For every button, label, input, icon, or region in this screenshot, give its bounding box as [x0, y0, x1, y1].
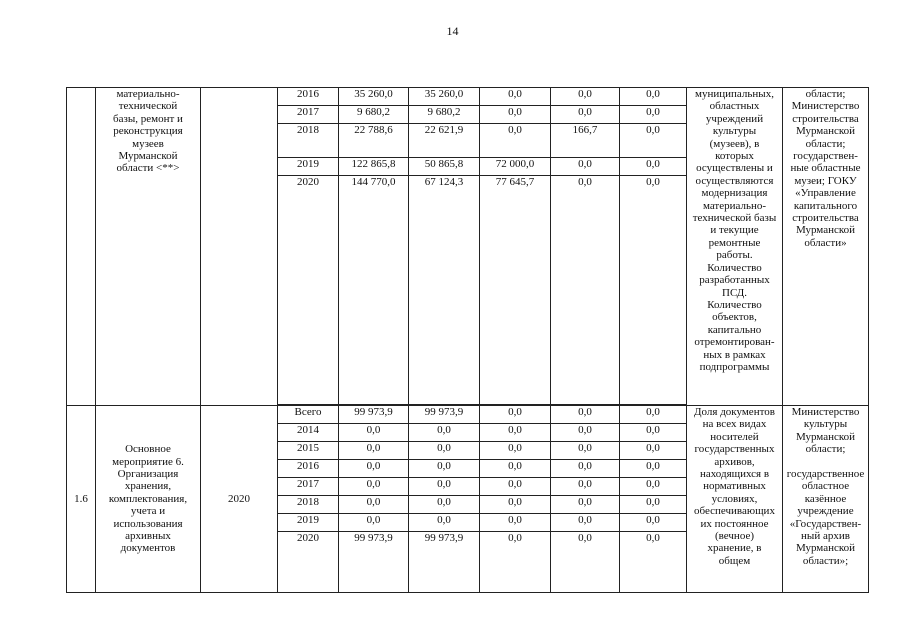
value-cell: 0,0	[551, 460, 620, 478]
value-cell: 0,0	[620, 496, 687, 514]
value-cell: 22 621,9	[409, 124, 480, 158]
value-cell: 0,0	[551, 106, 620, 124]
value-cell: 67 124,3	[409, 176, 480, 405]
page-number: 14	[446, 24, 459, 38]
row2-name-cell: Основное мероприятие 6. Организация хранения, комплектования, учета и использования архивных документов	[96, 406, 201, 593]
value-cell: 0,0	[339, 460, 409, 478]
value-cell: 0,0	[620, 88, 687, 106]
value-cell: 0,0	[409, 514, 480, 532]
value-cell: 0,0	[620, 424, 687, 442]
value-cell: 0,0	[339, 514, 409, 532]
year-cell: 2015	[278, 442, 339, 460]
value-cell: 0,0	[620, 532, 687, 593]
value-cell: 0,0	[480, 106, 551, 124]
value-cell: 9 680,2	[339, 106, 409, 124]
value-cell: 0,0	[620, 460, 687, 478]
value-cell: 0,0	[409, 442, 480, 460]
row2-number: 1.6	[67, 406, 96, 593]
value-cell: 99 973,9	[339, 532, 409, 593]
value-cell: 0,0	[551, 406, 620, 424]
value-cell: 0,0	[409, 424, 480, 442]
value-cell: 0,0	[480, 442, 551, 460]
year-cell: 2018	[278, 124, 339, 158]
value-cell: 99 973,9	[409, 532, 480, 593]
value-cell: 0,0	[409, 460, 480, 478]
row1-period-cell	[201, 88, 278, 406]
value-cell: 166,7	[551, 124, 620, 158]
value-cell: 0,0	[551, 88, 620, 106]
row2-executor-cell: Министерство культуры Мурманской области; государственное областное казённое учреждение «Государствен- ный архив Мурманской области»;	[783, 406, 869, 593]
value-cell: 0,0	[620, 158, 687, 176]
value-cell: 0,0	[551, 442, 620, 460]
row1-name: материально- технической базы, ремонт и реконструкция музеев Мурманской области <**>	[113, 88, 183, 175]
value-cell: 0,0	[339, 478, 409, 496]
value-cell: 0,0	[480, 424, 551, 442]
value-cell: 0,0	[551, 514, 620, 532]
value-cell: 0,0	[480, 496, 551, 514]
value-cell: 0,0	[551, 176, 620, 405]
year-cell: 2016	[278, 88, 339, 106]
row1-executor-cell: области; Министерство строительства Мурманской области; государствен- ные областные музеи; ГОКУ «Управление капитального строительства Мурманской области»	[783, 88, 869, 406]
row1-number-cell	[67, 88, 96, 406]
value-cell: 0,0	[551, 496, 620, 514]
value-cell: 72 000,0	[480, 158, 551, 176]
value-cell: 77 645,7	[480, 176, 551, 405]
program-table	[66, 87, 869, 593]
value-cell: 0,0	[480, 88, 551, 106]
value-cell: 35 260,0	[409, 88, 480, 106]
value-cell: 0,0	[480, 460, 551, 478]
value-cell: 0,0	[620, 176, 687, 405]
value-cell: 144 770,0	[339, 176, 409, 405]
value-cell: 99 973,9	[409, 406, 480, 424]
value-cell: 0,0	[620, 406, 687, 424]
value-cell: 0,0	[339, 424, 409, 442]
value-cell: 0,0	[620, 514, 687, 532]
value-cell: 0,0	[409, 478, 480, 496]
year-cell: 2017	[278, 106, 339, 124]
value-cell: 122 865,8	[339, 158, 409, 176]
value-cell: 0,0	[620, 442, 687, 460]
value-cell: 0,0	[339, 496, 409, 514]
value-cell: 0,0	[480, 532, 551, 593]
value-cell: 0,0	[480, 406, 551, 424]
year-cell: 2019	[278, 514, 339, 532]
year-cell: 2014	[278, 424, 339, 442]
year-cell: 2018	[278, 496, 339, 514]
row2-indicator-cell: Доля документов на всех видах носителей государственных архивов, находящихся в нормативных условиях, обеспечивающих их постоянное (вечное) хранение, в общем	[687, 406, 783, 593]
value-cell: 0,0	[339, 442, 409, 460]
value-cell: 0,0	[551, 424, 620, 442]
year-cell: 2020	[278, 532, 339, 593]
row1-name-cell	[96, 88, 201, 406]
value-cell: 50 865,8	[409, 158, 480, 176]
value-cell: 9 680,2	[409, 106, 480, 124]
value-cell: 0,0	[620, 106, 687, 124]
year-cell: 2019	[278, 158, 339, 176]
value-cell: 0,0	[551, 532, 620, 593]
year-cell: 2020	[278, 176, 339, 405]
value-cell: 0,0	[480, 514, 551, 532]
value-cell: 99 973,9	[339, 406, 409, 424]
value-cell: 0,0	[551, 478, 620, 496]
value-cell: 0,0	[480, 124, 551, 158]
row1-indicator-cell: муниципальных, областных учреждений культуры (музеев), в которых осуществлены и осуществляются модернизация материально- технической базы и текущие ремонтные работы. Количество разработанных ПСД. Количество объектов, капитально отремонтирован- ных в рамках подпрограммы	[687, 88, 783, 406]
row2-period: 2020	[201, 406, 278, 593]
year-cell: 2017	[278, 478, 339, 496]
year-cell: Всего	[278, 406, 339, 424]
value-cell: 0,0	[620, 478, 687, 496]
year-cell: 2016	[278, 460, 339, 478]
value-cell: 0,0	[551, 158, 620, 176]
value-cell: 0,0	[409, 496, 480, 514]
value-cell: 22 788,6	[339, 124, 409, 158]
value-cell: 0,0	[620, 124, 687, 158]
value-cell: 0,0	[480, 478, 551, 496]
value-cell: 35 260,0	[339, 88, 409, 106]
